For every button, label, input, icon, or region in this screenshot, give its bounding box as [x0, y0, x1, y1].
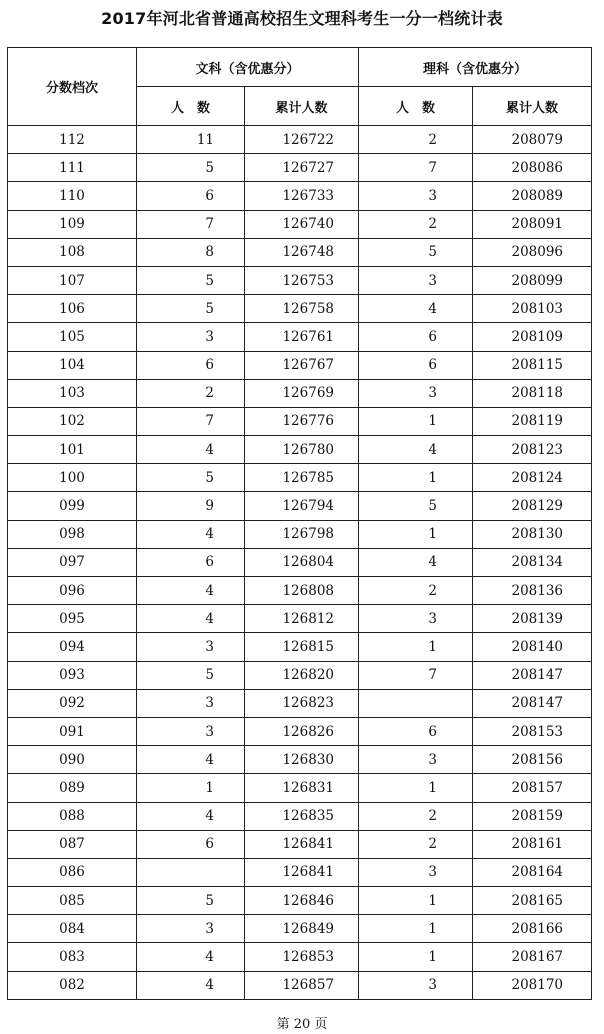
arts-cumulative-cell: 126727: [245, 154, 359, 182]
science-count-cell: 4: [359, 436, 473, 464]
science-count-cell: 3: [359, 971, 473, 999]
table-body: [8, 126, 592, 1000]
score-cell: 083: [8, 943, 137, 971]
science-count-cell: 7: [359, 154, 473, 182]
science-count-cell: 7: [359, 661, 473, 689]
score-cell: 112: [8, 126, 137, 154]
science-cumulative-cell: 208165: [473, 887, 592, 915]
science-count-cell: 2: [359, 802, 473, 830]
science-cumulative-cell: 208096: [473, 238, 592, 266]
science-count-cell: 1: [359, 407, 473, 435]
science-cumulative-cell: 208153: [473, 717, 592, 745]
arts-count-cell: 6: [137, 830, 245, 858]
arts-count-cell: 4: [137, 943, 245, 971]
score-cell: 089: [8, 774, 137, 802]
science-count-cell: 1: [359, 887, 473, 915]
score-cell: 090: [8, 746, 137, 774]
science-count-cell: 2: [359, 830, 473, 858]
table-row: [8, 943, 592, 971]
science-count-cell: 3: [359, 605, 473, 633]
science-cumulative-cell: 208166: [473, 915, 592, 943]
table-row: [8, 689, 592, 717]
science-cumulative-cell: 208099: [473, 266, 592, 294]
arts-cumulative-cell: 126849: [245, 915, 359, 943]
table-row: [8, 887, 592, 915]
table-row: [8, 266, 592, 294]
arts-count-cell: 3: [137, 689, 245, 717]
header-arts-count: 人 数: [137, 87, 245, 126]
science-count-cell: 5: [359, 492, 473, 520]
score-cell: 087: [8, 830, 137, 858]
arts-count-cell: 4: [137, 577, 245, 605]
science-count-cell: 3: [359, 182, 473, 210]
science-count-cell: 3: [359, 266, 473, 294]
arts-cumulative-cell: 126740: [245, 210, 359, 238]
score-cell: 094: [8, 633, 137, 661]
science-count-cell: 3: [359, 746, 473, 774]
arts-count-cell: 4: [137, 971, 245, 999]
arts-cumulative-cell: 126823: [245, 689, 359, 717]
science-cumulative-cell: 208147: [473, 661, 592, 689]
arts-count-cell: 7: [137, 210, 245, 238]
arts-cumulative-cell: 126831: [245, 774, 359, 802]
arts-count-cell: 9: [137, 492, 245, 520]
score-cell: 084: [8, 915, 137, 943]
table-row: [8, 492, 592, 520]
score-cell: 092: [8, 689, 137, 717]
table-row: [8, 154, 592, 182]
science-count-cell: 1: [359, 633, 473, 661]
arts-cumulative-cell: 126798: [245, 520, 359, 548]
score-cell: 086: [8, 858, 137, 886]
science-count-cell: 6: [359, 717, 473, 745]
science-cumulative-cell: 208103: [473, 295, 592, 323]
header-score-column: 分数档次: [8, 48, 137, 126]
science-cumulative-cell: 208129: [473, 492, 592, 520]
science-cumulative-cell: 208136: [473, 577, 592, 605]
science-cumulative-cell: 208124: [473, 464, 592, 492]
science-count-cell: 6: [359, 351, 473, 379]
arts-cumulative-cell: 126804: [245, 548, 359, 576]
arts-cumulative-cell: 126846: [245, 887, 359, 915]
arts-count-cell: 5: [137, 266, 245, 294]
arts-count-cell: 5: [137, 661, 245, 689]
arts-count-cell: 8: [137, 238, 245, 266]
table-row: [8, 661, 592, 689]
table-row: [8, 351, 592, 379]
science-count-cell: 3: [359, 379, 473, 407]
science-cumulative-cell: 208156: [473, 746, 592, 774]
table-row: [8, 774, 592, 802]
score-cell: 088: [8, 802, 137, 830]
arts-cumulative-cell: 126808: [245, 577, 359, 605]
table-row: [8, 858, 592, 886]
table-row: [8, 182, 592, 210]
arts-cumulative-cell: 126761: [245, 323, 359, 351]
arts-cumulative-cell: 126776: [245, 407, 359, 435]
arts-count-cell: 6: [137, 548, 245, 576]
header-science-cumulative: 累计人数: [473, 87, 592, 126]
arts-cumulative-cell: 126841: [245, 858, 359, 886]
table-row: [8, 633, 592, 661]
score-cell: 096: [8, 577, 137, 605]
header-science-count: 人 数: [359, 87, 473, 126]
arts-count-cell: 4: [137, 520, 245, 548]
arts-count-cell: 3: [137, 633, 245, 661]
score-cell: 099: [8, 492, 137, 520]
score-cell: 108: [8, 238, 137, 266]
arts-count-cell: 4: [137, 746, 245, 774]
arts-count-cell: 4: [137, 436, 245, 464]
arts-count-cell: 5: [137, 154, 245, 182]
arts-count-cell: 4: [137, 802, 245, 830]
arts-cumulative-cell: 126767: [245, 351, 359, 379]
arts-cumulative-cell: 126835: [245, 802, 359, 830]
science-cumulative-cell: 208134: [473, 548, 592, 576]
science-cumulative-cell: 208139: [473, 605, 592, 633]
score-cell: 105: [8, 323, 137, 351]
document-title: 2017年河北省普通高校招生文理科考生一分一档统计表: [101, 9, 503, 28]
science-cumulative-cell: 208091: [473, 210, 592, 238]
science-count-cell: 1: [359, 943, 473, 971]
table-row: [8, 746, 592, 774]
science-count-cell: 1: [359, 520, 473, 548]
science-count-cell: 3: [359, 858, 473, 886]
table-row: [8, 577, 592, 605]
arts-count-cell: [137, 858, 245, 886]
science-cumulative-cell: 208109: [473, 323, 592, 351]
science-cumulative-cell: 208130: [473, 520, 592, 548]
arts-count-cell: 7: [137, 407, 245, 435]
science-cumulative-cell: 208157: [473, 774, 592, 802]
header-science-group: 理科（含优惠分）: [359, 48, 592, 87]
arts-cumulative-cell: 126722: [245, 126, 359, 154]
score-cell: 098: [8, 520, 137, 548]
science-count-cell: 4: [359, 548, 473, 576]
science-count-cell: 5: [359, 238, 473, 266]
arts-cumulative-cell: 126733: [245, 182, 359, 210]
science-count-cell: 1: [359, 774, 473, 802]
table-row: [8, 520, 592, 548]
score-cell: 082: [8, 971, 137, 999]
arts-count-cell: 4: [137, 605, 245, 633]
table-row: [8, 126, 592, 154]
table-row: [8, 379, 592, 407]
science-count-cell: 4: [359, 295, 473, 323]
science-cumulative-cell: 208118: [473, 379, 592, 407]
arts-cumulative-cell: 126830: [245, 746, 359, 774]
arts-cumulative-cell: 126769: [245, 379, 359, 407]
score-cell: 107: [8, 266, 137, 294]
table-row: [8, 830, 592, 858]
score-cell: 103: [8, 379, 137, 407]
score-cell: 093: [8, 661, 137, 689]
arts-count-cell: 1: [137, 774, 245, 802]
table-row: [8, 971, 592, 999]
arts-count-cell: 11: [137, 126, 245, 154]
table-row: [8, 717, 592, 745]
science-cumulative-cell: 208123: [473, 436, 592, 464]
table-row: [8, 238, 592, 266]
science-count-cell: 6: [359, 323, 473, 351]
science-cumulative-cell: 208140: [473, 633, 592, 661]
science-cumulative-cell: 208164: [473, 858, 592, 886]
arts-cumulative-cell: 126826: [245, 717, 359, 745]
arts-count-cell: 2: [137, 379, 245, 407]
science-count-cell: 1: [359, 464, 473, 492]
table-row: [8, 295, 592, 323]
science-cumulative-cell: 208086: [473, 154, 592, 182]
arts-cumulative-cell: 126820: [245, 661, 359, 689]
header-arts-cumulative: 累计人数: [245, 87, 359, 126]
arts-cumulative-cell: 126853: [245, 943, 359, 971]
table-row: [8, 436, 592, 464]
science-cumulative-cell: 208115: [473, 351, 592, 379]
arts-count-cell: 5: [137, 887, 245, 915]
science-count-cell: 2: [359, 210, 473, 238]
arts-cumulative-cell: 126780: [245, 436, 359, 464]
arts-cumulative-cell: 126812: [245, 605, 359, 633]
arts-count-cell: 3: [137, 717, 245, 745]
score-cell: 091: [8, 717, 137, 745]
table-row: [8, 915, 592, 943]
science-cumulative-cell: 208159: [473, 802, 592, 830]
score-cell: 109: [8, 210, 137, 238]
score-distribution-table: [7, 47, 592, 1000]
arts-cumulative-cell: 126841: [245, 830, 359, 858]
score-cell: 102: [8, 407, 137, 435]
arts-count-cell: 6: [137, 182, 245, 210]
score-cell: 110: [8, 182, 137, 210]
table-row: [8, 407, 592, 435]
science-cumulative-cell: 208119: [473, 407, 592, 435]
science-count-cell: 2: [359, 577, 473, 605]
table-row: [8, 548, 592, 576]
arts-cumulative-cell: 126794: [245, 492, 359, 520]
arts-cumulative-cell: 126815: [245, 633, 359, 661]
table-row: [8, 464, 592, 492]
arts-count-cell: 5: [137, 295, 245, 323]
score-cell: 106: [8, 295, 137, 323]
science-cumulative-cell: 208161: [473, 830, 592, 858]
science-cumulative-cell: 208170: [473, 971, 592, 999]
arts-count-cell: 3: [137, 323, 245, 351]
science-cumulative-cell: 208167: [473, 943, 592, 971]
page-number: 第 20 页: [276, 1017, 328, 1032]
score-cell: 111: [8, 154, 137, 182]
score-cell: 104: [8, 351, 137, 379]
table-header: [8, 48, 592, 126]
table-row: [8, 605, 592, 633]
science-count-cell: 2: [359, 126, 473, 154]
arts-count-cell: 5: [137, 464, 245, 492]
score-cell: 100: [8, 464, 137, 492]
header-arts-group: 文科（含优惠分）: [137, 48, 359, 87]
score-cell: 097: [8, 548, 137, 576]
arts-cumulative-cell: 126785: [245, 464, 359, 492]
arts-cumulative-cell: 126857: [245, 971, 359, 999]
science-cumulative-cell: 208147: [473, 689, 592, 717]
score-cell: 101: [8, 436, 137, 464]
score-cell: 095: [8, 605, 137, 633]
score-cell: 085: [8, 887, 137, 915]
science-cumulative-cell: 208079: [473, 126, 592, 154]
arts-count-cell: 6: [137, 351, 245, 379]
table-row: [8, 210, 592, 238]
science-count-cell: [359, 689, 473, 717]
arts-cumulative-cell: 126753: [245, 266, 359, 294]
table-row: [8, 802, 592, 830]
arts-cumulative-cell: 126748: [245, 238, 359, 266]
arts-cumulative-cell: 126758: [245, 295, 359, 323]
science-count-cell: 1: [359, 915, 473, 943]
arts-count-cell: 3: [137, 915, 245, 943]
science-cumulative-cell: 208089: [473, 182, 592, 210]
table-row: [8, 323, 592, 351]
